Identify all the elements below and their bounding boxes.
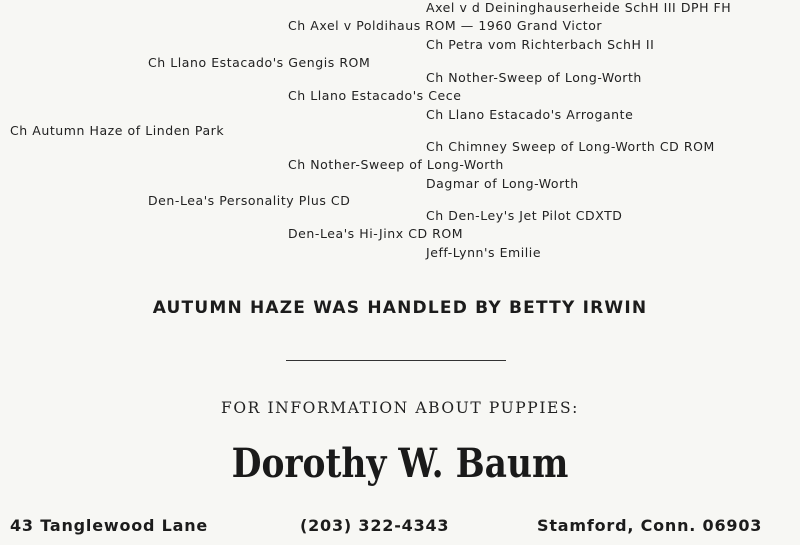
divider-rule: [286, 360, 506, 361]
pedigree-great-granddam-4: Jeff-Lynn's Emilie: [426, 245, 542, 260]
pedigree-sire: Ch Llano Estacado's Gengis ROM: [148, 55, 371, 70]
pedigree-dam: Den-Lea's Personality Plus CD: [148, 193, 351, 208]
pedigree-grandsire-2: Ch Nother-Sweep of Long-Worth: [288, 157, 504, 172]
pedigree-subject: Ch Autumn Haze of Linden Park: [10, 123, 225, 138]
pedigree-grandsire-1: Ch Axel v Poldihaus ROM — 1960 Grand Victor: [288, 18, 603, 33]
pedigree-great-grandsire-1: Axel v d Deininghauserheide SchH III DPH FH: [426, 0, 732, 15]
owner-name: Dorothy W. Baum: [231, 440, 569, 487]
pedigree-great-grandsire-4: Ch Den-Ley's Jet Pilot CDXTD: [426, 208, 623, 223]
contact-phone: (203) 322-4343: [300, 516, 450, 535]
contact-city: Stamford, Conn. 06903: [537, 516, 763, 535]
pedigree-great-grandsire-2: Ch Nother-Sweep of Long-Worth: [426, 70, 642, 85]
puppies-info-line: FOR INFORMATION ABOUT PUPPIES:: [220, 399, 579, 417]
pedigree-great-granddam-1: Ch Petra vom Richterbach SchH II: [426, 37, 655, 52]
pedigree-great-granddam-2: Ch Llano Estacado's Arrogante: [426, 107, 634, 122]
handler-headline: AUTUMN HAZE WAS HANDLED BY BETTY IRWIN: [152, 298, 648, 318]
pedigree-great-granddam-3: Dagmar of Long-Worth: [426, 176, 579, 191]
pedigree-granddam-2: Den-Lea's Hi-Jinx CD ROM: [288, 226, 464, 241]
contact-address: 43 Tanglewood Lane: [10, 516, 209, 535]
pedigree-great-grandsire-3: Ch Chimney Sweep of Long-Worth CD ROM: [426, 139, 715, 154]
pedigree-granddam-1: Ch Llano Estacado's Cece: [288, 88, 462, 103]
